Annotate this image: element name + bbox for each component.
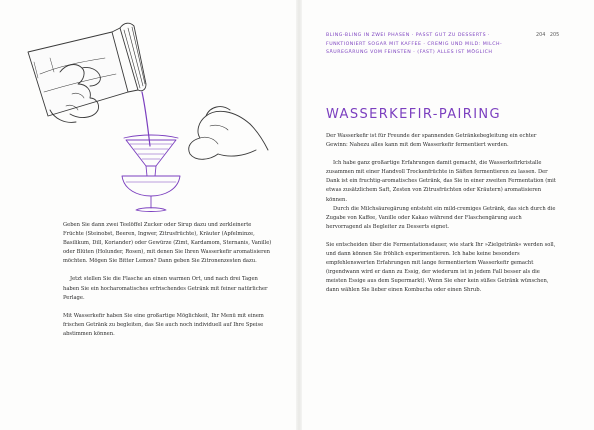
right-paragraph-1: Der Wasserkefir ist für Freunde der spannenden Getränkebegleitung ein echter Gewinn: Nahezu alles kann mit dem Wasserkefir fermentiert werden. (326, 133, 537, 149)
left-column-text (63, 221, 273, 348)
left-paragraph-2: Jetzt stellen Sie die Flasche an einen warmen Ort, und nach drei Tagen haben Sie ein hocharomatisches erfrischendes Getränk mit feiner natürlicher Perlage. (63, 276, 268, 301)
glass-icon (122, 176, 180, 212)
pouring-jar-funnel-glass-illustration (20, 14, 280, 214)
section-heading: WASSERKEFIR-PAIRING (326, 107, 502, 122)
right-paragraph-3: Durch die Milchsäuregärung entsteht ein mild-cremiges Getränk, das sich durch die Zugabe von Kaffee, Vanille oder Kakao während der Flaschengärung auch hervorragend als Begleiter zu Desserts eignet. (326, 205, 556, 230)
right-paragraph-2: Ich habe ganz großartige Erfahrungen damit gemacht, die Wasserkefirkristalle zusammen mit einer Handvoll Trockenfrüchte in Säften fermentieren zu lassen. Der Dank ist ein fruchtig-aromatisches Getränk, das Sie in einer zweiten Fermentation (mit etwas zusätzlichem Saft, Zesten von Zitrusfrüchten oder Kräutern) aromatisieren können. (326, 160, 556, 203)
right-paragraph-4: Sie entscheiden über die Fermentationsdauer, wie stark Ihr »Zielgetränk« werden soll, und dann können Sie fröhlich experimentieren. Ich habe keine besonders empfehlenswerten Erfahrungen mit lange fermentiertem Wasserkefir gemacht (irgendwann wird er dann zu Essig, der wiederum ist in jedem Fall besser als die meisten Essige aus dem Supermarkt). Wenn Sie eher kein süßes Getränk wünschen, dann wählen Sie lieber einen Kombucha oder einen Shrub. (326, 241, 556, 294)
book-gutter (296, 0, 302, 430)
liquid-stream (142, 92, 150, 146)
right-column-text (326, 132, 558, 305)
left-paragraph-3: Mit Wasserkefir haben Sie eine großartige Möglichkeit, Ihr Menü mit einem frischen Getränk zu begleiten, das Sie auch noch individuell auf Ihre Speise abstimmen können. (63, 312, 264, 337)
page-numbers: 204 205 (536, 32, 560, 38)
running-header: BLING-BLING IN ZWEI PHASEN · PASST GUT ZU DESSERTS · FUNKTIONIERT SOGAR MIT KAFFEE · CREMIG UND MILD: MILCH-SÄUREGÄRUNG VOM FEINSTEN · (FAST) ALLES IST MÖGLICH (326, 33, 503, 56)
funnel-icon (124, 135, 178, 176)
jar-icon (28, 23, 146, 116)
hand-right-icon (189, 107, 268, 160)
left-paragraph-1: Geben Sie dann zwei Teelöffel Zucker oder Sirup dazu und zerkleinerte Früchte (Steinobst, Beeren, Ingwer, Zitrusfrüchte), Kräuter (Apfelminze, Basilikum, Dill, Koriander) oder Gewürze (Zimt, Kardamom, Sternanis, Vanille) oder Blüten (Holunder, Rosen), mit denen Sie Ihren Wasserkefir aromatisieren möchten. Mögen Sie Bitter Lemon? Dann geben Sie Zitronenzesten dazu. (63, 222, 272, 265)
